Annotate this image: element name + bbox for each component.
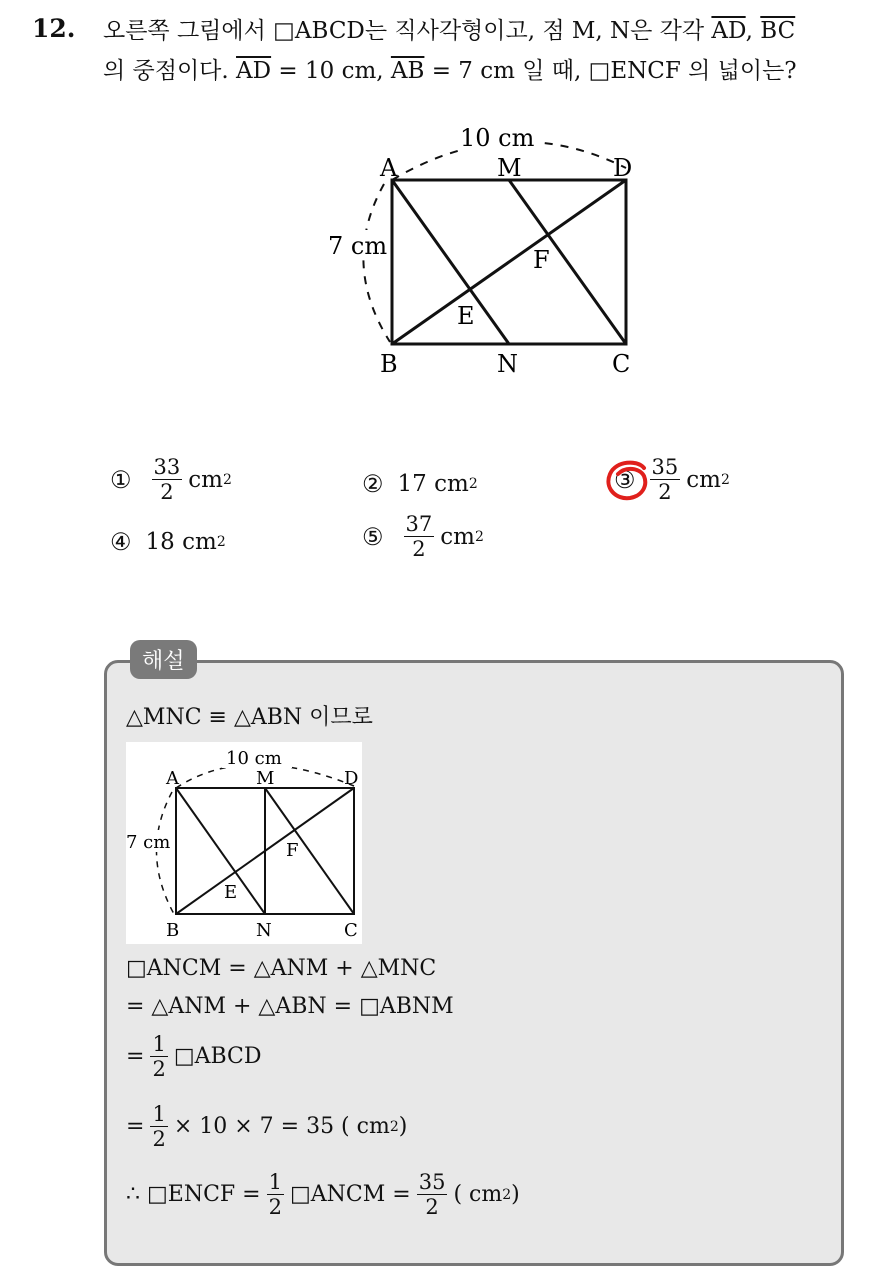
solution-point-f: F <box>286 840 299 861</box>
question-number: 12. <box>32 14 76 43</box>
point-b-label: B <box>380 350 398 378</box>
line-bd <box>392 180 626 344</box>
solution-side-length: 7 cm <box>126 832 171 853</box>
point-a-label: A <box>380 154 398 182</box>
choice-4[interactable]: ④ 18 cm 2 <box>110 528 226 556</box>
solution-line-4: = $\frac{1}{2}$ □ABCD <box>126 1032 262 1081</box>
choice-1[interactable]: ① $\frac{33}{2}$ cm 2 <box>110 455 232 504</box>
choice-1-number: ① <box>110 465 132 494</box>
rectangle-figure <box>300 118 660 388</box>
choice-3-number: ③ <box>614 465 636 494</box>
side-dashed-arc <box>363 184 390 342</box>
segment-ad-2: $\overline{AD}$ <box>236 58 272 84</box>
line-an <box>392 180 509 344</box>
choice-2-number: ② <box>362 470 384 498</box>
solution-line-1: △MNC ≡ △ABN 이므로 <box>126 705 373 730</box>
point-f-label: F <box>533 246 550 274</box>
point-m-label: M <box>497 154 522 182</box>
solution-top-length: 10 cm <box>226 748 282 769</box>
label-side-length: 7 cm <box>328 232 388 260</box>
solution-tag: 해설 <box>130 640 197 679</box>
point-d-label: D <box>613 154 633 182</box>
choice-5[interactable]: ⑤ $\frac{37}{2}$ cm 2 <box>362 512 484 561</box>
solution-line-2: □ANCM = △ANM + △MNC <box>126 956 437 981</box>
segment-ab: $\overline{AB}$ <box>390 58 425 84</box>
choice-2[interactable]: ② 17 cm 2 <box>362 470 478 498</box>
point-c-label: C <box>612 350 631 378</box>
choice-4-number: ④ <box>110 528 132 556</box>
point-n-label: N <box>497 350 518 378</box>
solution-point-m: M <box>256 768 275 789</box>
solution-figure <box>126 742 362 944</box>
solution-point-a: A <box>166 768 179 789</box>
line-mc <box>509 180 626 344</box>
solution-line-6: ∴ □ENCF = $\frac{1}{2}$ □ANCM = $\frac{35}{2}$ ( cm 2 ) <box>126 1170 520 1219</box>
solution-line-5: = $\frac{1}{2}$ × 10 × 7 = 35 ( cm 2 ) <box>126 1102 408 1151</box>
solution-point-c: C <box>344 920 358 941</box>
segment-bc: $\overline{BC}$ <box>760 18 796 44</box>
label-top-length: 10 cm <box>460 124 535 152</box>
solution-line-3: = △ANM + △ABN = □ABNM <box>126 994 454 1019</box>
answer-circle-mark <box>604 458 654 504</box>
solution-point-b: B <box>166 920 180 941</box>
choice-3[interactable]: ③ $\frac{35}{2}$ cm 2 <box>614 455 730 504</box>
solution-point-n: N <box>256 920 272 941</box>
solution-point-d: D <box>344 768 359 789</box>
solution-point-e: E <box>224 882 238 903</box>
point-e-label: E <box>457 302 475 330</box>
choice-5-number: ⑤ <box>362 522 384 551</box>
segment-ad: $\overline{AD}$ <box>711 18 746 44</box>
question-line-1: 오른쪽 그림에서 □ABCD는 직사각형이고, 점 M, N은 각각 $\overline{AD}$, $\overline{BC}$ <box>103 18 796 44</box>
question-line-2: 의 중점이다. $\overline{AD} = 10$ cm, $\overline{AB} = 7$ cm 일 때, □ENCF 의 넓이는? <box>103 58 797 84</box>
